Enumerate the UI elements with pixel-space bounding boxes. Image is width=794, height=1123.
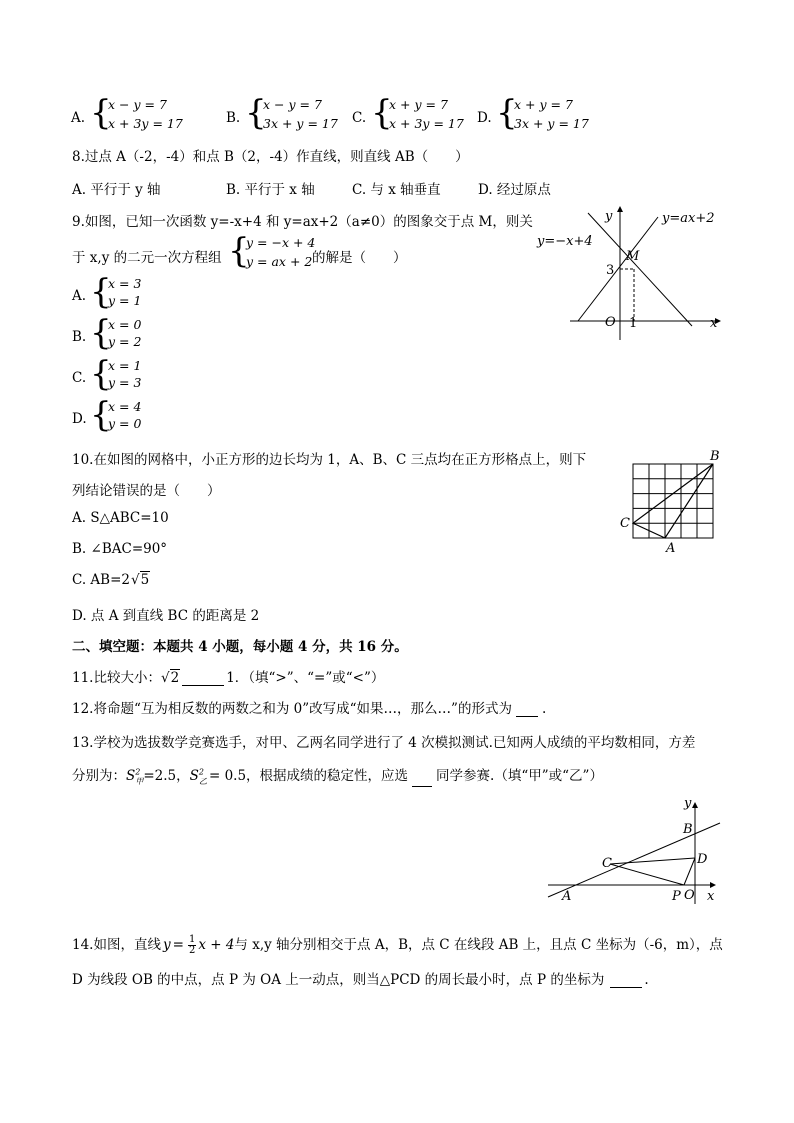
q10-triangle (633, 464, 713, 538)
q10-option-d: D. 点 A 到直线 BC 的距离是 2 (72, 608, 260, 624)
q9-line-neg (588, 213, 692, 326)
q14-l1b: x + 4 (198, 937, 235, 953)
q9-option-b-label: B. (72, 329, 87, 345)
q7-a-eq1: x − y = 7 (108, 97, 167, 112)
q9-system-eq1: y = −x + 4 (246, 235, 316, 250)
q9-label-origin: O (605, 315, 616, 330)
q9-d-eq1: x = 4 (108, 399, 142, 414)
q13-answer-blank[interactable] (412, 786, 432, 787)
q9-d-eq2: y = 0 (108, 416, 142, 431)
q14-line2 (72, 968, 649, 988)
q11-answer-blank[interactable] (182, 685, 224, 686)
q10-label-c: C (620, 516, 630, 531)
q9-c-eq1: x = 1 (108, 358, 142, 373)
q14-l2: D 为线段 OB 的中点，点 P 为 OA 上一动点，则当△PCD 的周长最小时，点 P 的坐标为 (72, 972, 605, 988)
q13-l2b: ，根据成绩的稳定性，应选 (246, 768, 409, 784)
q14-seg-pd (684, 858, 695, 885)
q9-c-eq2: y = 3 (108, 375, 142, 390)
q10-label-b: B (710, 449, 720, 464)
q13-s-jia: $S^2_甲$ (126, 767, 144, 786)
q14-eq-y: y (162, 937, 171, 953)
q14-label-a: A (562, 889, 572, 904)
q13-l2c: 同学参赛.（填“甲”或“乙”） (436, 768, 603, 784)
q9-label-line2: y=−x+4 (537, 234, 593, 249)
q10-stem-line1: 10.在如图的网格中，小正方形的边长均为 1，A、B、C 三点均在正方形格点上，则下 (72, 452, 587, 468)
q9-stem-line1: 9.如图，已知一次函数 y=-x+4 和 y=ax+2（a≠0）的图象交于点 M，则关 (72, 214, 533, 230)
q9-line-pos (578, 217, 658, 321)
q12-line (72, 697, 546, 717)
q7-option-c-label: C. (352, 110, 367, 126)
q10-grid (633, 464, 713, 538)
q8-stem: 8.过点 A（-2，-4）和点 B（2，-4）作直线，则直线 AB（ ） (72, 149, 469, 165)
q10-option-c (72, 572, 150, 588)
q9-stem-line2a: 于 x,y 的二元一次方程组 (72, 250, 222, 266)
q10-option-c-text: C. AB=2 (72, 572, 131, 588)
q14-label-x: x (707, 889, 715, 904)
q14-graph (540, 796, 730, 910)
q14-label-p: P (672, 889, 681, 904)
q13-s-jia-value: =2.5， (143, 768, 190, 784)
q7-d-eq2: 3x + y = 17 (514, 116, 589, 131)
q13-l2a: 分别为： (72, 768, 126, 784)
q14-label-b: B (683, 822, 693, 837)
q13-sub-jia: 甲 (135, 776, 144, 786)
q9-a-eq1: x = 3 (108, 276, 142, 291)
q14-label-c: C (602, 856, 612, 871)
q9-a-eq2: y = 1 (108, 293, 142, 308)
q14-x-axis-arrow (710, 882, 716, 888)
section-fill-in-heading: 二、填空题：本题共 4 小题，每小题 4 分，共 16 分。 (72, 639, 408, 655)
q9-y-axis-arrow (617, 206, 623, 212)
q8-option-c: C. 与 x 轴垂直 (352, 182, 441, 198)
q9-b-eq1: x = 0 (108, 317, 142, 332)
q10-option-b: B. ∠BAC=90° (72, 541, 168, 557)
q9-label-tick-y: 3 (606, 263, 615, 278)
q8-option-a: A. 平行于 y 轴 (72, 182, 161, 198)
q9-option-c-label: C. (72, 370, 87, 386)
q13-line1: 13.学校为选拔数学竞赛选手，对甲、乙两名同学进行了 4 次模拟测试.已知两人成绩的平均数相同，方差 (72, 735, 696, 751)
q11-post: 1．（填“>”、“=”或“<”） (226, 670, 385, 686)
q7-option-b-label: B. (226, 110, 241, 126)
q9-label-tick-x: 1 (629, 316, 638, 331)
q10-label-a: A (666, 541, 676, 556)
q14-frac-num: 1 (188, 934, 196, 945)
q14-label-o: O (684, 888, 695, 903)
q14-eq-equals: = (172, 937, 184, 953)
q9-label-m: M (626, 249, 640, 264)
q14-end: . (644, 972, 649, 988)
q13-line2 (72, 764, 603, 787)
q13-s-yi-value: = 0.5 (208, 768, 247, 784)
q9-b-eq2: y = 2 (108, 334, 142, 349)
q7-b-eq1: x − y = 7 (263, 97, 322, 112)
q14-fraction (188, 935, 196, 956)
sqrt-icon: √ (131, 572, 140, 588)
q12-end: . (541, 701, 547, 717)
q10-option-a: A. S△ABC=10 (72, 510, 169, 526)
q7-a-eq2: x + 3y = 17 (108, 116, 183, 131)
q9-system-eq2: y = ax + 2 (246, 254, 313, 269)
q14-frac-den: 2 (188, 945, 196, 956)
q11-line (72, 666, 384, 686)
q9-option-d-label: D. (72, 411, 87, 427)
q14-y-axis-arrow (692, 802, 698, 808)
q14-l1a: 14.如图，直线 (72, 937, 161, 953)
q7-b-eq2: 3x + y = 17 (263, 116, 338, 131)
q14-seg-cp (610, 864, 684, 885)
q14-label-d: D (697, 852, 708, 867)
q10-option-c-radicand: 5 (140, 572, 150, 588)
q7-option-d-label: D. (477, 110, 492, 126)
q14-l1c: 与 x,y 轴分别相交于点 A，B，点 C 在线段 AB 上，且点 C 坐标为（-6，m），点 (234, 937, 723, 953)
q11-radicand: 2 (170, 670, 180, 686)
q10-stem-line2: 列结论错误的是（ ） (72, 483, 221, 499)
q9-label-x: x (710, 316, 718, 331)
q7-d-eq1: x + y = 7 (514, 97, 573, 112)
q11-pre: 11.比较大小： (72, 670, 161, 686)
q12-text: 12.将命题“互为相反数的两数之和为 0”改写成“如果…，那么…”的形式为 (72, 701, 512, 717)
q7-c-eq1: x + y = 7 (389, 97, 448, 112)
q9-label-line1: y=ax+2 (662, 211, 715, 226)
q14-label-y: y (684, 796, 692, 811)
q7-option-a-label: A. (71, 110, 86, 126)
q9-stem-line2b: 的解是（ ） (312, 250, 407, 266)
q14-answer-blank[interactable] (610, 987, 642, 988)
q14-line1 (72, 933, 723, 956)
q12-answer-blank[interactable] (516, 716, 538, 717)
q9-option-a-label: A. (72, 288, 87, 304)
q13-s-yi: $S^2_乙$ (189, 767, 207, 786)
q8-option-d: D. 经过原点 (478, 182, 551, 198)
sqrt-icon: √ (160, 670, 170, 686)
q13-sub-yi: 乙 (198, 776, 207, 786)
q9-label-y: y (605, 209, 613, 224)
q10-grid-figure (612, 448, 724, 558)
q14-seg-cd (610, 858, 695, 864)
q7-c-eq2: x + 3y = 17 (389, 116, 464, 131)
q8-option-b: B. 平行于 x 轴 (226, 182, 315, 198)
q9-graph (530, 200, 730, 350)
